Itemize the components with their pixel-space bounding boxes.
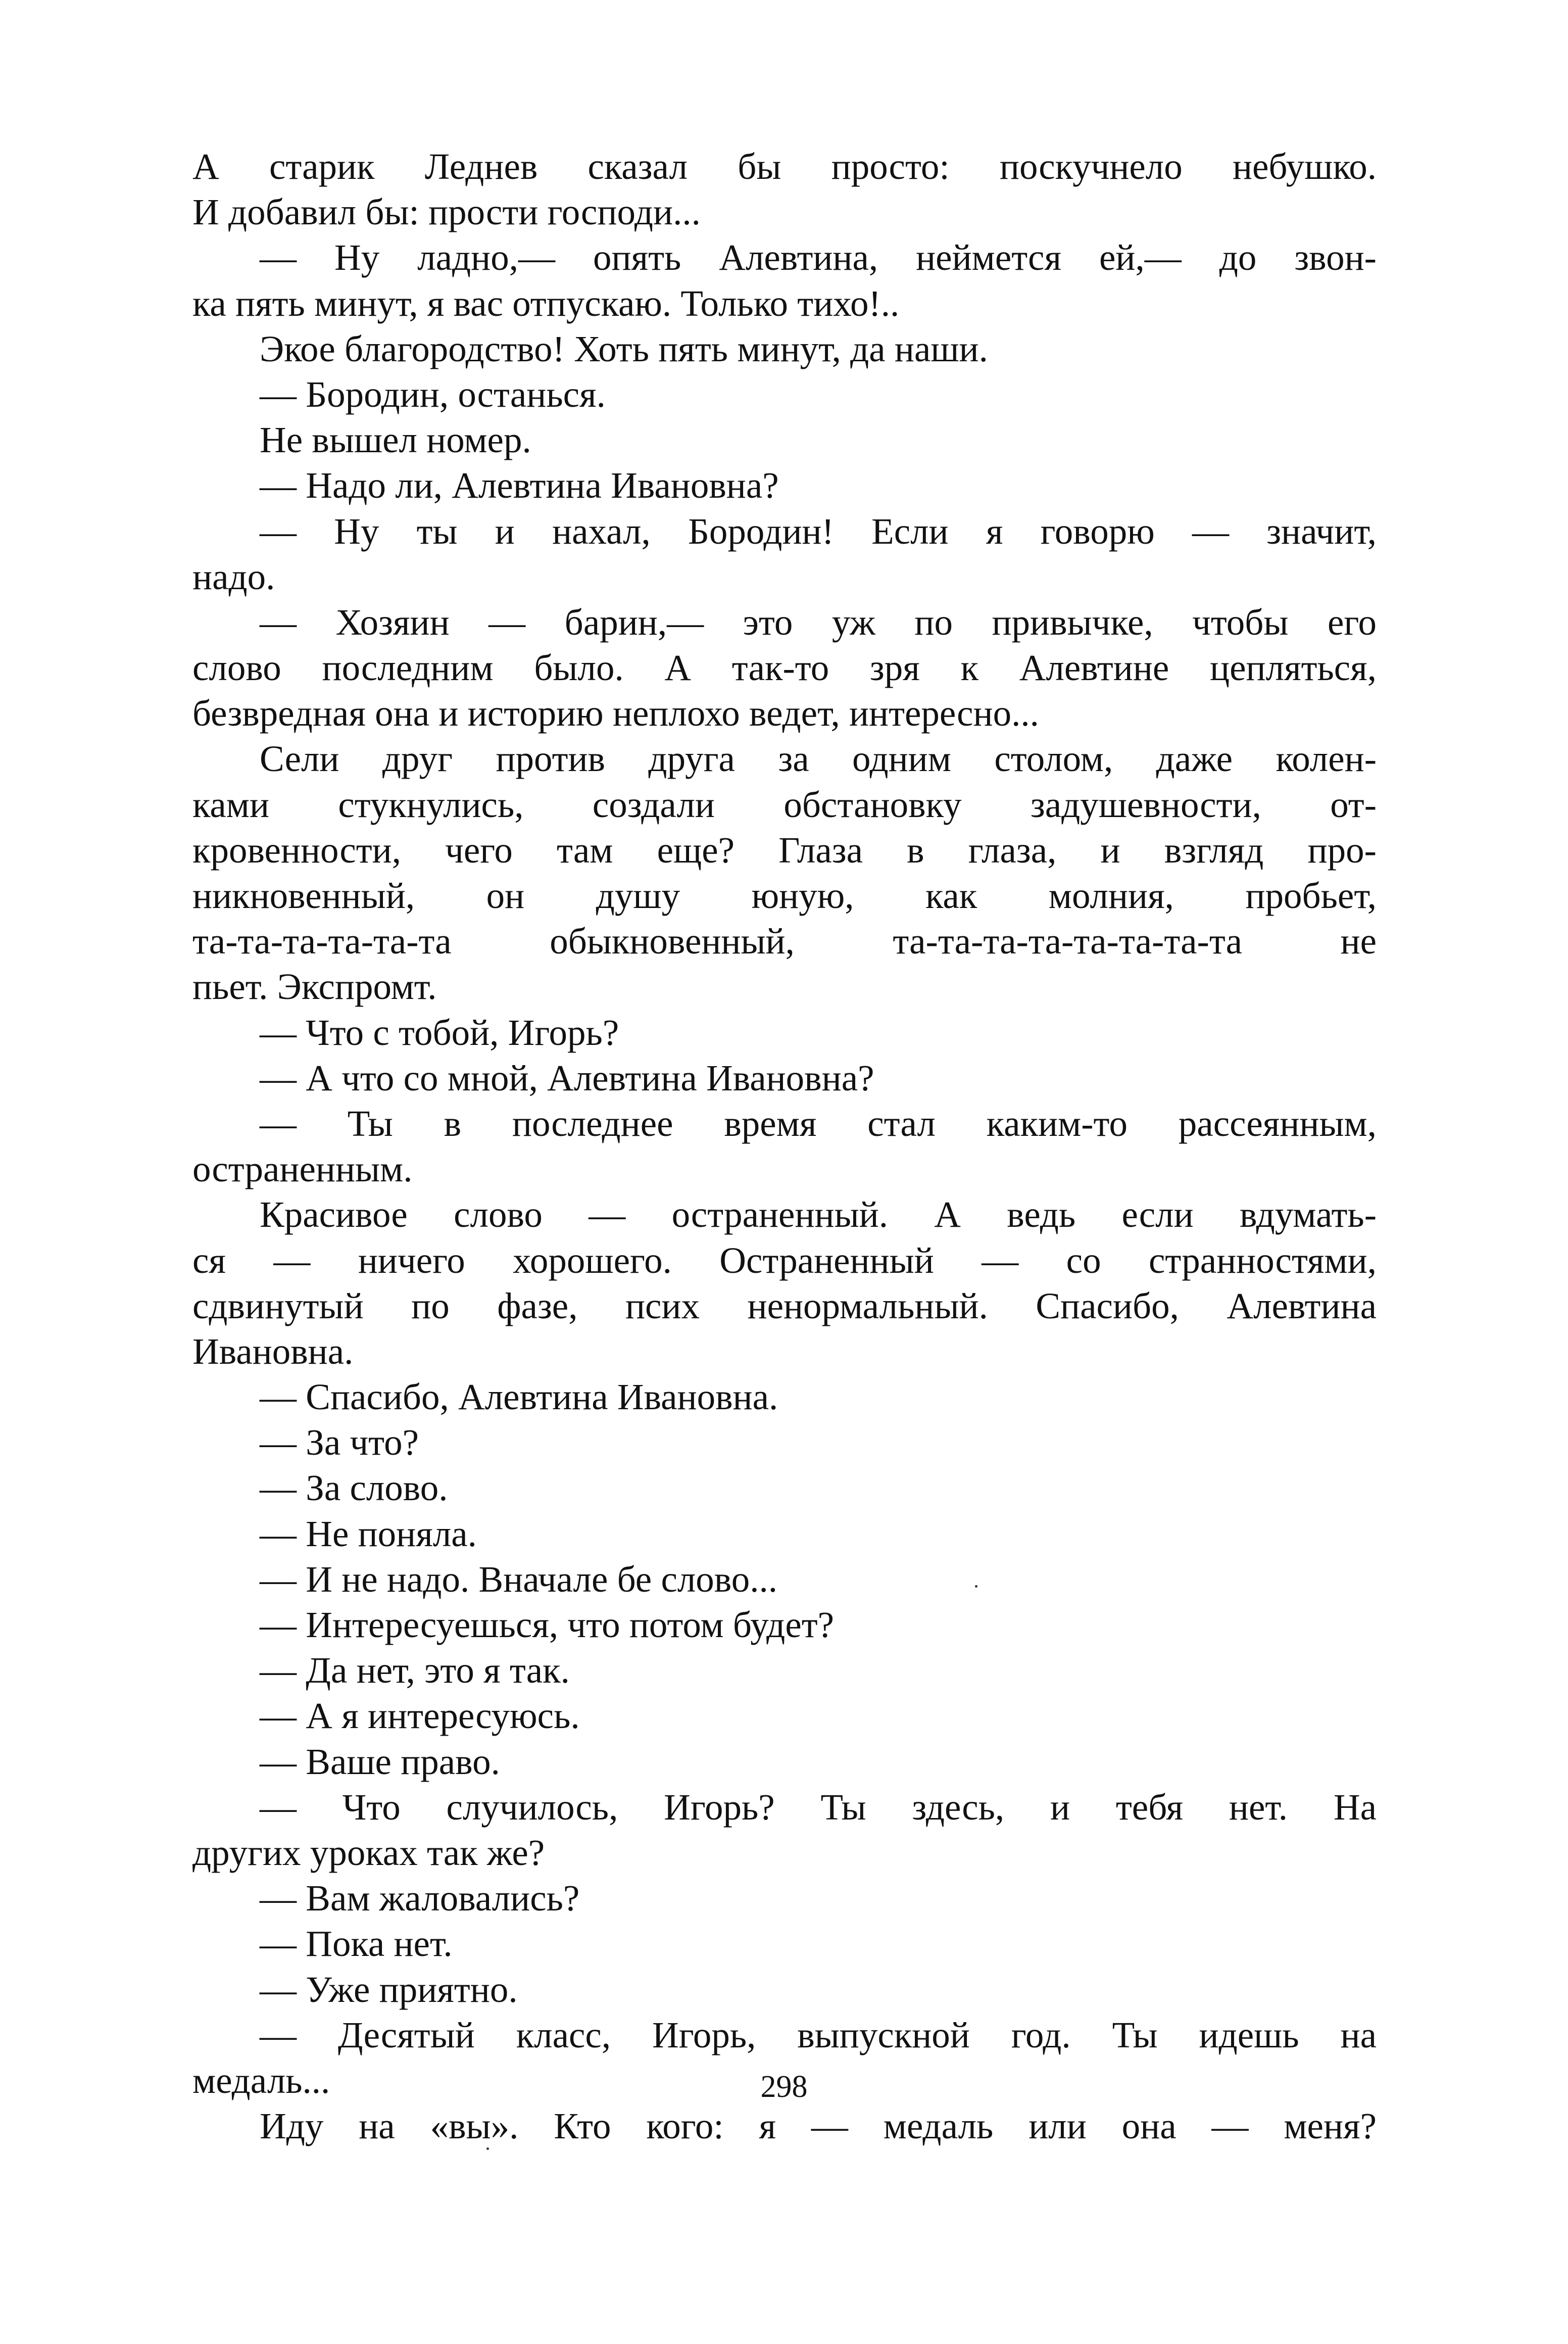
text-line: А старик Леднев сказал бы просто: поскучнело небушко.	[192, 146, 1377, 187]
text-line: Иду на «вы». Кто кого: я — медаль или она — меня?	[260, 2106, 1377, 2147]
text-line: Красивое слово — остраненный. А ведь если вдумать-	[260, 1194, 1377, 1235]
text-line: Экое благородство! Хоть пять минут, да наши.	[260, 328, 988, 369]
body-text	[192, 144, 1377, 2149]
text-line: — Бородин, останься.	[260, 373, 606, 415]
text-line: — Хозяин — барин,— это уж по привычке, чтобы его	[260, 601, 1377, 643]
text-line: других уроках так же?	[192, 1832, 545, 1873]
text-line: — А что со мной, Алевтина Ивановна?	[260, 1057, 874, 1098]
text-line: — Ну ты и нахал, Бородин! Если я говорю — значит,	[260, 510, 1377, 552]
text-line: безвредная она и историю неплохо ведет, интересно...	[192, 693, 1039, 734]
text-line: — Пока нет.	[260, 1923, 453, 1965]
text-line: сдвинутый по фазе, псих ненормальный. Спасибо, Алевтина	[192, 1285, 1377, 1326]
text-line: И добавил бы: прости господи...	[192, 192, 701, 233]
text-line: — А я интересуюсь.	[260, 1695, 580, 1737]
text-line: надо.	[192, 556, 275, 597]
text-line: — Да нет, это я так.	[260, 1650, 570, 1691]
text-line: — Ты в последнее время стал каким-то рассеянным,	[260, 1103, 1377, 1144]
text-line: пьет. Экспромт.	[192, 966, 437, 1008]
text-line: медаль...	[192, 2060, 330, 2101]
text-line: — Спасибо, Алевтина Ивановна.	[260, 1376, 778, 1418]
text-line: — Не поняла.	[260, 1513, 477, 1554]
text-line: — Десятый класс, Игорь, выпускной год. Ты идешь на	[260, 2014, 1377, 2055]
text-line: — Интересуешься, что потом будет?	[260, 1604, 835, 1645]
text-line: слово последним было. А так-то зря к Алевтине цепляться,	[192, 647, 1377, 689]
text-line: — Что с тобой, Игорь?	[260, 1012, 619, 1053]
text-line: Сели друг против друга за одним столом, даже колен-	[260, 738, 1377, 780]
text-line: — Что случилось, Игорь? Ты здесь, и тебя нет. На	[260, 1786, 1377, 1828]
text-line: — За что?	[260, 1422, 419, 1463]
text-line: — За слово.	[260, 1467, 448, 1509]
text-line: — И не надо. Вначале бе слово...	[260, 1558, 777, 1600]
text-line: — Уже приятно.	[260, 1969, 518, 2010]
text-line: ками стукнулись, создали обстановку задушевности, от-	[192, 784, 1377, 825]
text-line: Не вышел номер.	[260, 419, 531, 461]
text-line: никновенный, он душу юную, как молния, пробьет,	[192, 875, 1377, 916]
text-line: — Ну ладно,— опять Алевтина, неймется ей,— до звон-	[260, 237, 1377, 278]
page-number: 298	[760, 2070, 808, 2104]
text-line: кровенности, чего там еще? Глаза в глаза, и взгляд про-	[192, 829, 1377, 871]
print-speck	[486, 2147, 489, 2150]
text-line: ка пять минут, я вас отпускаю. Только тихо!..	[192, 282, 900, 324]
text-line: Ивановна.	[192, 1330, 354, 1372]
text-line: остраненным.	[192, 1149, 413, 1190]
text-line: та-та-та-та-та-та обыкновенный, та-та-та-та-та-та-та-та не	[192, 921, 1377, 962]
print-speck	[975, 1585, 977, 1588]
text-line: ся — ничего хорошего. Остраненный — со странностями,	[192, 1239, 1377, 1281]
text-line: — Ваше право.	[260, 1741, 500, 1782]
text-line: — Вам жаловались?	[260, 1878, 580, 1919]
text-line: — Надо ли, Алевтина Ивановна?	[260, 465, 779, 506]
